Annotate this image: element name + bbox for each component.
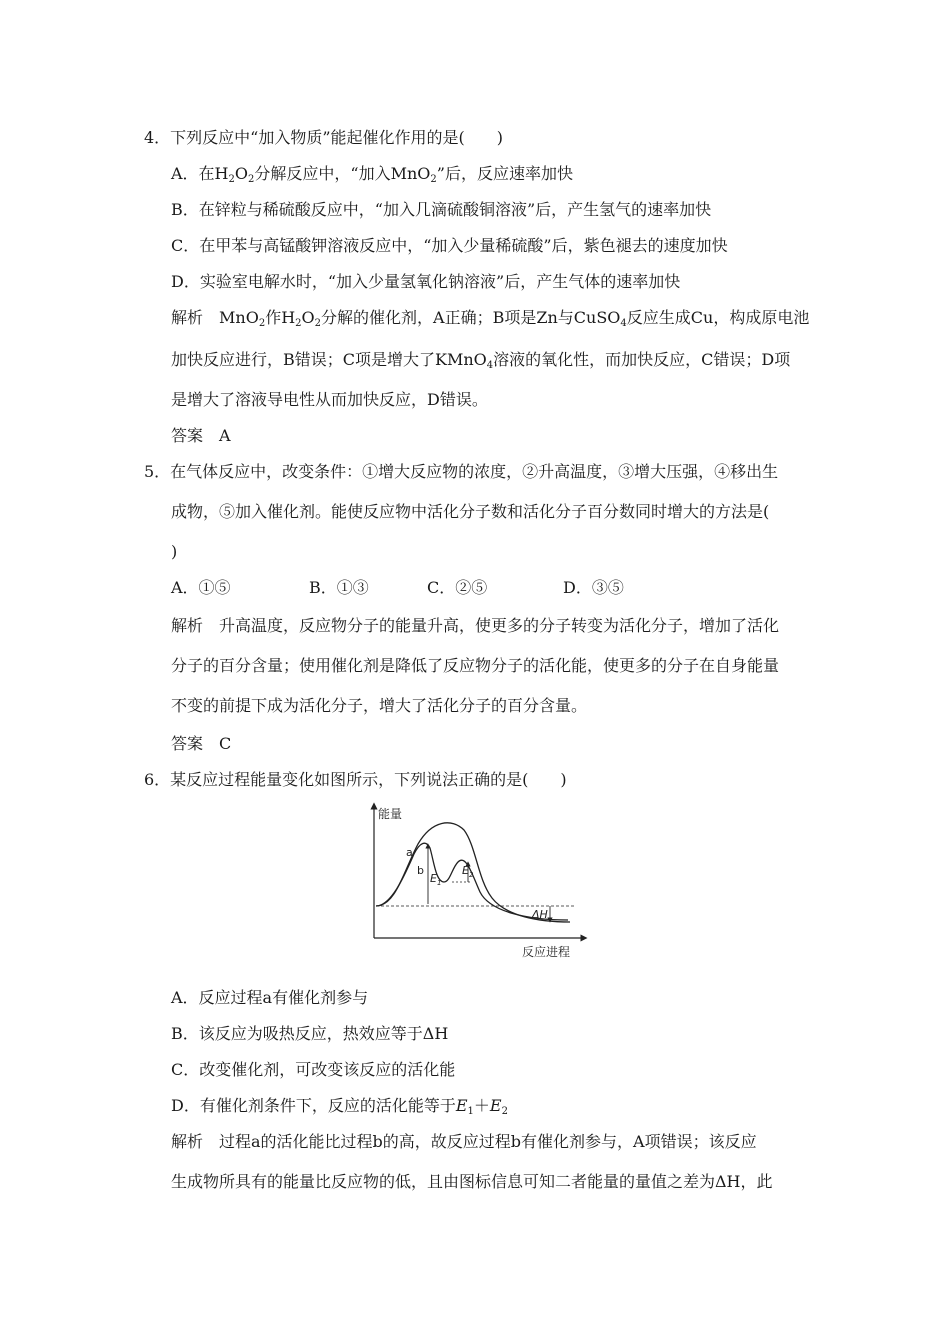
e1-label: $E_1$ (430, 872, 442, 887)
dh-label: ΔH (532, 908, 548, 921)
q4-answer: 答案 A (171, 426, 231, 445)
q4-explanation-line3: 是增大了溶液导电性从而加快反应，D错误。 (171, 390, 488, 409)
q5-stem-line2: 成物，⑤加入催化剂。能使反应物中活化分子数和活化分子百分数同时增大的方法是( (171, 502, 770, 521)
q4-stem: 4．下列反应中“加入物质”能起催化作用的是( ) (144, 128, 504, 147)
q5-option-b: B．①③ (309, 578, 369, 597)
q5-explanation-line3: 不变的前提下成为活化分子，增大了活化分子的百分含量。 (171, 696, 588, 715)
x-axis-label: 反应进程 (522, 945, 571, 958)
q5-stem-line3: ) (171, 542, 178, 561)
q6-explanation-line2: 生成物所具有的能量比反应物的低，且由图标信息可知二者能量的量值之差为ΔH，此 (171, 1172, 773, 1191)
q4-option-d: D．实验室电解水时，“加入少量氢氧化钠溶液”后，产生气体的速率加快 (171, 272, 681, 291)
q4-option-c: C．在甲苯与高锰酸钾溶液反应中，“加入少量稀硫酸”后，紫色褪去的速度加快 (171, 236, 728, 255)
q4-option-a: A．在$H_2O_2$分解反应中，“加入MnO$_2$”后，反应速率加快 (171, 164, 573, 185)
y-axis-label: 能量 (378, 807, 403, 821)
q6-option-a: A．反应过程a有催化剂参与 (171, 988, 369, 1007)
q4-explanation-line2: 加快反应进行，B错误；C项是增大了KMnO$_4$溶液的氧化性，而加快反应，C错误；D项 (171, 350, 791, 371)
q5-options (171, 578, 683, 598)
curve-a-label: a (406, 846, 413, 859)
q5-explanation-line2: 分子的百分含量；使用催化剂是降低了反应物分子的活化能，使更多的分子在自身能量 (171, 656, 780, 675)
energy-diagram (362, 800, 592, 958)
q5-explanation-line1: 解析 升高温度，反应物分子的能量升高，使更多的分子转变为活化分子，增加了活化 (171, 616, 780, 635)
q6-option-b: B．该反应为吸热反应，热效应等于ΔH (171, 1024, 449, 1043)
q5-answer: 答案 C (171, 734, 232, 753)
q6-option-c: C．改变催化剂，可改变该反应的活化能 (171, 1060, 456, 1079)
curve-b-label: b (417, 864, 424, 877)
q5-option-c: C．②⑤ (427, 578, 488, 597)
q5-option-d: D．③⑤ (563, 578, 624, 597)
e2-label: $E_2$ (462, 864, 474, 879)
q5-stem-line1: 5．在气体反应中，改变条件：①增大反应物的浓度，②升高温度，③增大压强，④移出生 (144, 462, 779, 481)
q6-stem: 6．某反应过程能量变化如图所示，下列说法正确的是( ) (144, 770, 567, 789)
q4-explanation-line1: 解析 MnO$_2$作$H_2O_2$分解的催化剂，A正确；B项是Zn与CuSO$_4$反应生成Cu，构成原电池 (171, 308, 810, 329)
q5-option-a: A．①⑤ (171, 578, 231, 597)
q4-option-b: B．在锌粒与稀硫酸反应中，“加入几滴硫酸铜溶液”后，产生氢气的速率加快 (171, 200, 712, 219)
q6-explanation-line1: 解析 过程a的活化能比过程b的高，故反应过程b有催化剂参与，A项错误；该反应 (171, 1132, 757, 1151)
q6-option-d: D．有催化剂条件下，反应的活化能等于$E_1+E_2$ (171, 1096, 508, 1117)
